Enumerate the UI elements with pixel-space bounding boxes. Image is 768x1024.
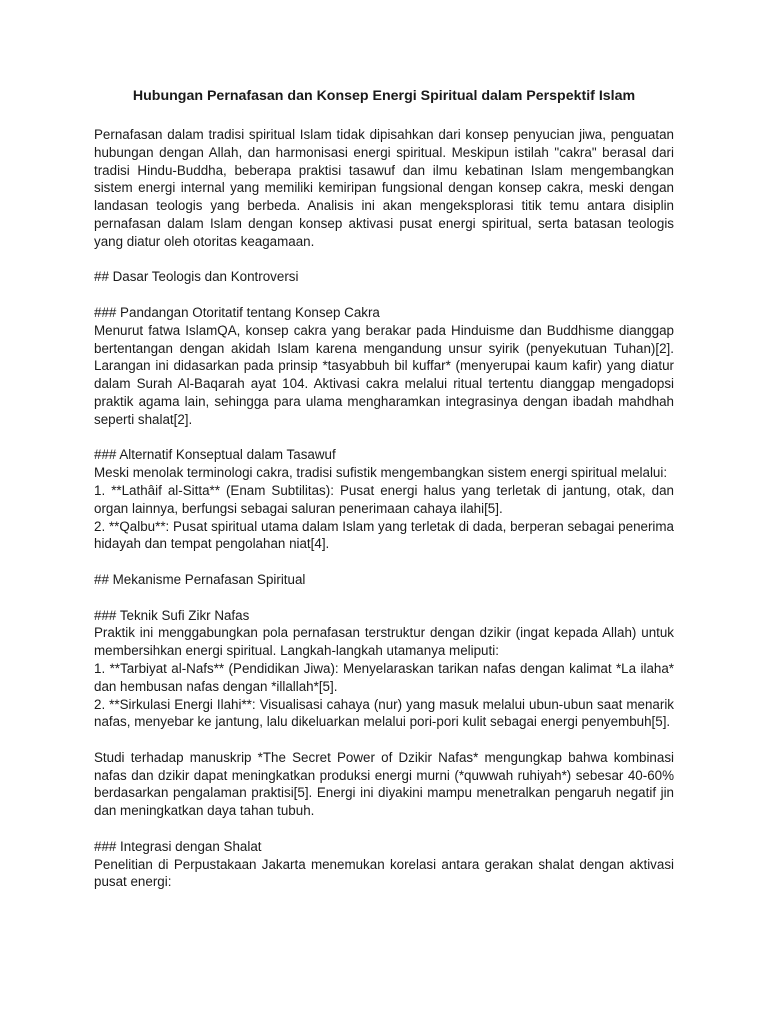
list-item-sirkulasi: 2. **Sirkulasi Energi Ilahi**: Visualisasi cahaya (nur) yang masuk melalui ubun-ubun saat menarik nafas, menyebar ke jantung, lalu dikeluarkan melalui pori-pori kulit sebagai energi penyembuh[5]. <box>94 696 674 730</box>
paragraph-integrasi-shalat: Penelitian di Perpustakaan Jakarta menemukan korelasi antara gerakan shalat dengan aktivasi pusat energi: <box>94 856 674 890</box>
subheading-zikr-nafas: ### Teknik Sufi Zikr Nafas <box>94 607 250 623</box>
subheading-pandangan-otoritatif: ### Pandangan Otoritatif tentang Konsep Cakra <box>94 304 380 320</box>
paragraph-tasawuf: Meski menolak terminologi cakra, tradisi sufistik mengembangkan sistem energi spiritual melalui: <box>94 465 668 481</box>
paragraph-studi: Studi terhadap manuskrip *The Secret Power of Dzikir Nafas* mengungkap bahwa kombinasi nafas dan dzikir dapat meningkatkan produksi energi murni (*quwwah ruhiyah*) sebesar 40-60% berdasarkan pengalaman praktisi[5]. Energi ini diyakini mampu menetralkan pengaruh negatif jin dan meningkatkan daya tahan tubuh. <box>94 749 674 819</box>
document-title: Hubungan Pernafasan dan Konsep Energi Spiritual dalam Perspektif Islam <box>132 88 636 104</box>
section-heading-teologis: ## Dasar Teologis dan Kontroversi <box>94 269 299 285</box>
list-item-qalbu: 2. **Qalbu**: Pusat spiritual utama dalam Islam yang terletak di dada, berperan sebagai penerima hidayah dan tempat pengolahan niat[4]. <box>94 518 674 552</box>
paragraph-zikr-nafas: Praktik ini menggabungkan pola pernafasan terstruktur dengan dzikir (ingat kepada Allah) untuk membersihkan energi spiritual. Langkah-langkah utamanya meliputi: <box>94 625 674 659</box>
subheading-alternatif-konseptual: ### Alternatif Konseptual dalam Tasawuf <box>94 447 336 463</box>
list-item-lathaif: 1. **Lathâif al-Sitta** (Enam Subtilitas): Pusat energi halus yang terletak di jantung, otak, dan organ lainnya, berfungsi sebagai saluran penerimaan cahaya ilahi[5]. <box>94 482 674 516</box>
subheading-integrasi-shalat: ### Integrasi dengan Shalat <box>94 838 262 854</box>
paragraph-fatwa: Menurut fatwa IslamQA, konsep cakra yang berakar pada Hinduisme dan Buddhisme dianggap bertentangan dengan akidah Islam karena mengandung unsur syirik (penyekutuan Tuhan)[2]. Larangan ini didasarkan pada prinsip *tasyabbuh bil kuffar* (menyerupai kaum kafir) yang diatur dalam Surah Al-Baqarah ayat 104. Aktivasi cakra melalui ritual tertentu dianggap mengadopsi praktik agama lain, sehingga para ulama mengharamkan integrasinya dengan ibadah mahdhah seperti shalat[2]. <box>94 322 674 427</box>
list-item-tarbiyat: 1. **Tarbiyat al-Nafs** (Pendidikan Jiwa): Menyelaraskan tarikan nafas dengan kalimat *La ilaha* dan hembusan nafas dengan *illallah*[5]. <box>94 660 674 694</box>
intro-paragraph: Pernafasan dalam tradisi spiritual Islam tidak dipisahkan dari konsep penyucian jiwa, penguatan hubungan dengan Allah, dan harmonisasi energi spiritual. Meskipun istilah "cakra" berasal dari tradisi Hindu-Buddha, beberapa praktisi tasawuf dan ilmu kebatinan Islam mengembangkan sistem energi internal yang memiliki kemiripan fungsional dengan konsep cakra, meski dengan landasan teologis yang berbeda. Analisis ini akan mengeksplorasi titik temu antara disiplin pernafasan dalam Islam dengan konsep aktivasi pusat energi spiritual, serta batasan teologis yang diatur oleh otoritas keagamaan. <box>94 127 674 249</box>
section-heading-mekanisme: ## Mekanisme Pernafasan Spiritual <box>94 571 306 587</box>
